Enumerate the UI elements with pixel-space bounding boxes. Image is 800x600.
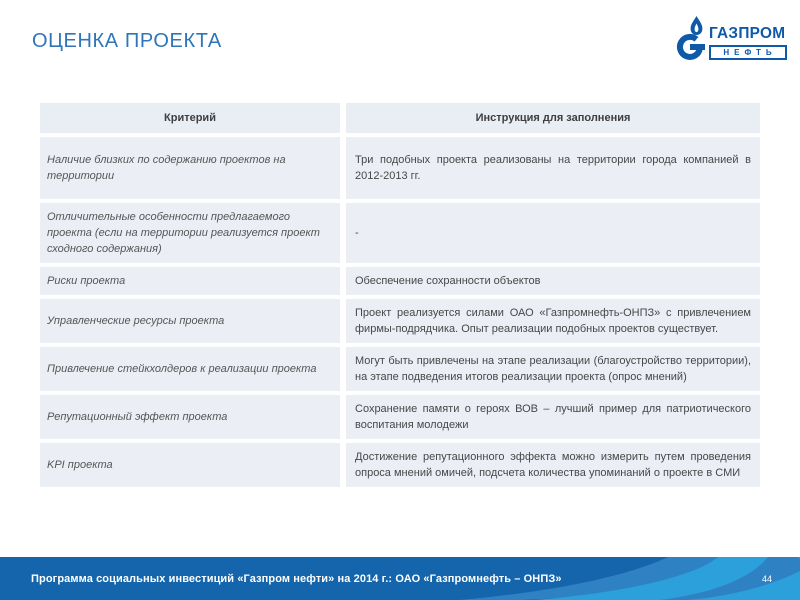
table-cell-criterion: Привлечение стейкхолдеров к реализации проекта: [40, 347, 340, 391]
gazprom-neft-logo: [676, 16, 788, 66]
logo-subbrand-text: НЕФТЬ: [709, 45, 787, 60]
table-cell-instruction: [346, 395, 760, 439]
table-cell-criterion: KPI проекта: [40, 443, 340, 487]
cell-text: Обеспечение сохранности объектов: [355, 275, 541, 287]
table-cell-instruction: [346, 203, 760, 263]
table-cell-criterion: Отличительные особенности предлагаемого проекта (если на территории реализуется проект сходного содержания): [40, 203, 340, 263]
table-cell-instruction: [346, 137, 760, 199]
table-cell-instruction: [346, 347, 760, 391]
column-header-criterion: Критерий: [40, 103, 340, 133]
cell-text: Три подобных проекта реализованы на территории города компанией в 2012-2013 гг.: [355, 154, 751, 182]
logo-brand-text: ГАЗПРОМ: [708, 25, 785, 42]
table-cell-criterion: Управленческие ресурсы проекта: [40, 299, 340, 343]
table-cell-instruction: [346, 299, 760, 343]
page-number: 44: [761, 573, 772, 584]
cell-text: -: [355, 227, 359, 239]
cell-text: Могут быть привлечены на этапе реализации (благоустройство территории), на этапе подведения итогов реализации проекта (опрос мнений): [355, 355, 751, 383]
footer-caption: Программа социальных инвестиций «Газпром нефти» на 2014 г.: ОАО «Газпромнефть – ОНПЗ»: [31, 572, 562, 585]
table-cell-criterion: Риски проекта: [40, 267, 340, 295]
logo-wordmark: [709, 25, 788, 60]
cell-text: Достижение репутационного эффекта можно измерить путем проведения опроса мнений омичей, подсчета количества упоминаний о проекте в СМИ: [355, 451, 751, 479]
table-cell-instruction: [346, 443, 760, 487]
table-cell-criterion: Репутационный эффект проекта: [40, 395, 340, 439]
project-evaluation-table: [40, 103, 760, 487]
gazprom-flame-icon: [676, 16, 705, 66]
cell-text: Проект реализуется силами ОАО «Газпромнефть-ОНПЗ» с привлечением фирмы-подрядчика. Опыт реализации подобных проектов существует.: [355, 307, 751, 335]
cell-text: Сохранение памяти о героях ВОВ – лучший пример для патриотического воспитания молодежи: [355, 403, 751, 431]
column-header-instruction: Инструкция для заполнения: [346, 103, 760, 133]
table-cell-criterion: Наличие близких по содержанию проектов на территории: [40, 137, 340, 199]
table-cell-instruction: [346, 267, 760, 295]
footer-bar: [0, 557, 800, 600]
page-title: ОЦЕНКА ПРОЕКТА: [32, 30, 222, 52]
